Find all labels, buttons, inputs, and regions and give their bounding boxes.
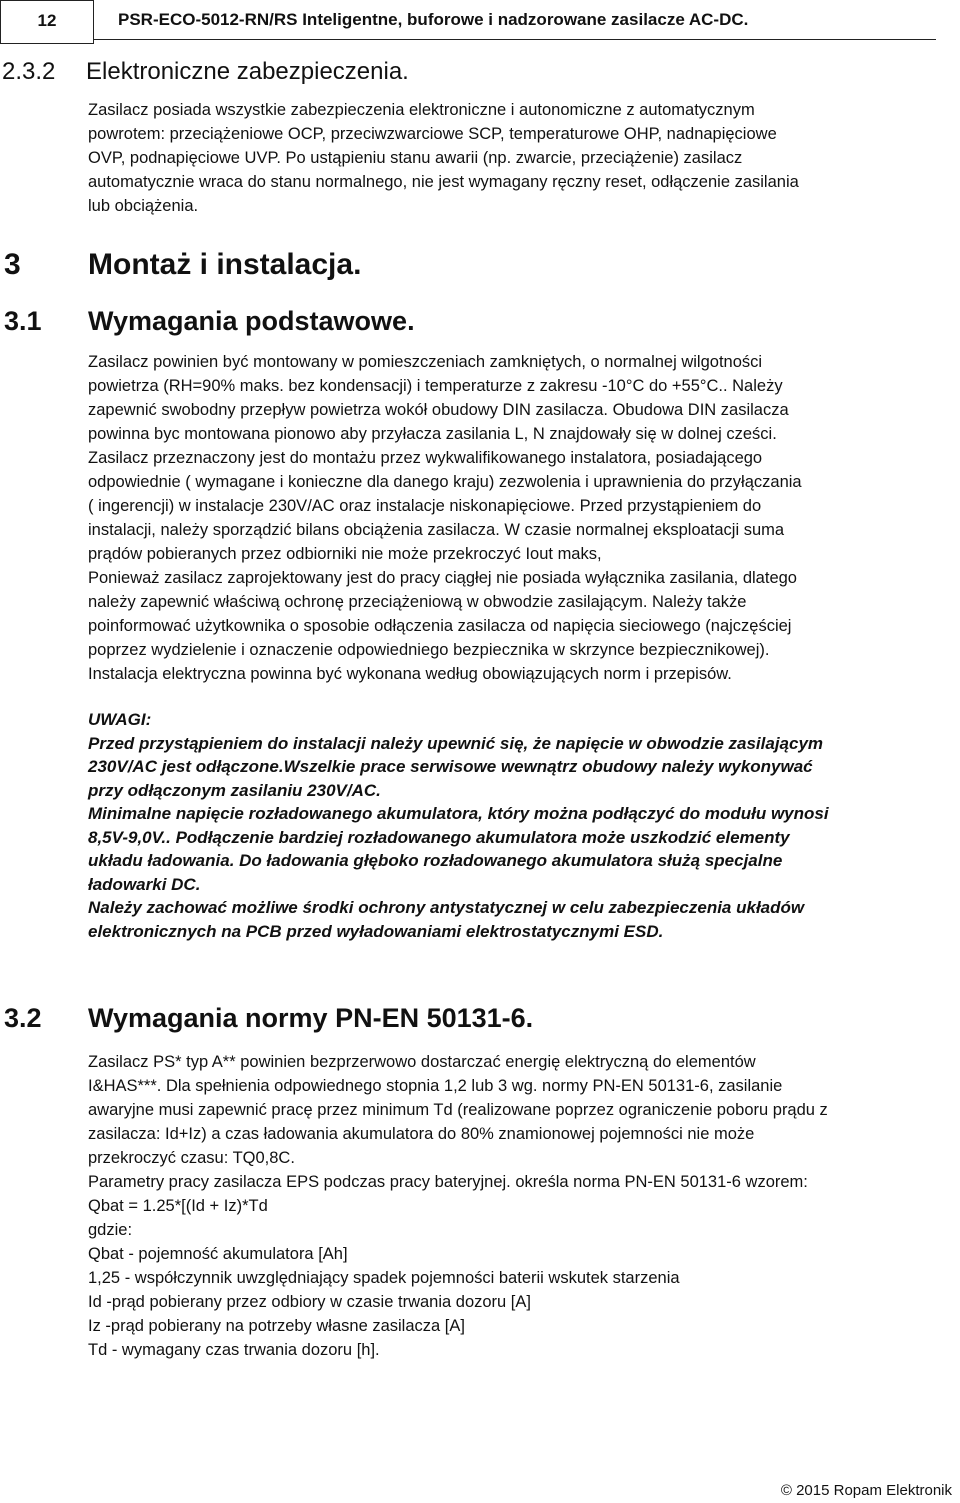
definition-line: Qbat - pojemność akumulatora [Ah]	[88, 1245, 348, 1263]
text-line: OVP, podnapięciowe UVP. Po ustąpieniu stanu awarii (np. zwarcie, przeciążenie) zasilacz	[88, 149, 743, 167]
text-line: powrotem: przeciążeniowe OCP, przeciwzwarciowe SCP, temperaturowe OHP, nadnapięciowe	[88, 125, 777, 143]
section-3-1-body	[88, 350, 948, 686]
warning-line: Należy zachować możliwe środki ochrony antystatycznej w celu zabezpieczenia układów	[88, 898, 805, 917]
warning-block	[88, 708, 948, 943]
text-line: powinna byc montowana pionowo aby przyłacza zasilania L, N znajdowały się w dolnej cześci.	[88, 425, 777, 443]
text-line: ( ingerencji) w instalacje 230V/AC oraz instalacje niskonapięciowe. Przed przystąpieniem do	[88, 497, 762, 515]
text-line: poprzez wydzielenie i oznaczenie odpowiedniego bezpiecznika w skrzynce bezpiecznikowej).	[88, 641, 770, 659]
text-line: zasilacza: Id+Iz) a czas ładowania akumulatora do 80% znamionowej pojemności nie może	[88, 1125, 755, 1143]
text-line: Instalacja elektryczna powinna być wykonana według obowiązujących norm i przepisów.	[88, 665, 732, 683]
text-line: awaryjne musi zapewnić pracę przez minimum Td (realizowane poprzez ograniczenie poboru prądu z	[88, 1101, 828, 1119]
section-3-2-heading	[4, 1003, 533, 1034]
warning-line: 230V/AC jest odłączone.Wszelkie prace serwisowe wewnątrz obudowy należy wykonywać	[88, 757, 813, 776]
definition-line: Td - wymagany czas trwania dozoru [h].	[88, 1341, 380, 1359]
section-2-3-2-body	[88, 98, 948, 218]
text-line: automatycznie wraca do stanu normalnego, nie jest wymagany ręczny reset, odłączenie zasilania	[88, 173, 799, 191]
section-3-2-body	[88, 1050, 948, 1362]
text-line: I&HAS***. Dla spełnienia odpowiednego stopnia 1,2 lub 3 wg. normy PN-EN 50131-6, zasilanie	[88, 1077, 783, 1095]
text-line: przekroczyć czasu: TQ0,8C.	[88, 1149, 295, 1167]
text-line: powietrza (RH=90% maks. bez kondensacji) i temperaturze z zakresu -10°C do +55°C.. Należy	[88, 377, 783, 395]
text-line: należy zapewnić właściwą ochronę przeciążeniową w obwodzie zasilającym. Należy także	[88, 593, 747, 611]
text-line: odpowiednie ( wymagane i konieczne dla danego kraju) zezwolenia i uprawnienia do przyłączania	[88, 473, 802, 491]
section-number: 2.3.2	[2, 58, 56, 85]
text-line: Zasilacz PS* typ A** powinien bezprzerwowo dostarczać energię elektryczną do elementów	[88, 1053, 756, 1071]
text-line: Zasilacz przeznaczony jest do montażu przez wykwalifikowanego instalatora, posiadającego	[88, 449, 763, 467]
document-title: PSR-ECO-5012-RN/RS Inteligentne, buforowe i nadzorowane zasilacze AC-DC.	[118, 10, 749, 29]
text-line: Ponieważ zasilacz zaprojektowany jest do pracy ciągłej nie posiada wyłącznika zasilania, dlatego	[88, 569, 797, 587]
section-number: 3	[4, 248, 21, 281]
section-2-3-2-heading	[2, 58, 409, 86]
warning-line: 8,5V-9,0V.. Podłączenie bardziej rozładowanego akumulatora może uszkodzić elementy	[88, 827, 790, 847]
section-title: Wymagania normy PN-EN 50131-6.	[88, 1003, 534, 1033]
section-title: Wymagania podstawowe.	[88, 306, 415, 336]
header-rule	[94, 39, 936, 40]
section-title: Elektroniczne zabezpieczenia.	[86, 58, 409, 85]
warning-line: ładowarki DC.	[88, 874, 201, 894]
warning-line: Przed przystąpieniem do instalacji należy upewnić się, że napięcie w obwodzie zasilającym	[88, 733, 824, 753]
page-number: 12	[0, 0, 94, 44]
text-line: gdzie:	[88, 1221, 133, 1239]
text-line: Zasilacz powinien być montowany w pomieszczeniach zamkniętych, o normalnej wilgotności	[88, 353, 763, 371]
warning-line: układu ładowania. Do ładowania głęboko rozładowanego akumulatora służą specjalne	[88, 851, 783, 870]
section-number: 3.1	[4, 306, 42, 336]
warning-line: Minimalne napięcie rozładowanego akumulatora, który można podłączyć do modułu wynosi	[88, 804, 829, 823]
definition-line: 1,25 - współczynnik uwzględniający spadek pojemności baterii wskutek starzenia	[88, 1269, 680, 1287]
text-line: Parametry pracy zasilacza EPS podczas pracy bateryjnej. określa norma PN-EN 50131-6 wzorem:	[88, 1173, 808, 1191]
footer-copyright: © 2015 Ropam Elektronik	[780, 1482, 952, 1499]
formula: Qbat = 1.25*[(Id + Iz)*Td	[88, 1197, 268, 1215]
text-line: zapewnić swobodny przepływ powietrza wokół obudowy DIN zasilacza. Obudowa DIN zasilacza	[88, 401, 789, 419]
warning-heading: UWAGI:	[88, 710, 152, 729]
text-line: lub obciążenia.	[88, 197, 199, 215]
warning-line: przy odłączonym zasilaniu 230V/AC.	[88, 780, 381, 800]
text-line: Zasilacz posiada wszystkie zabezpieczenia elektroniczne i autonomiczne z automatycznym	[88, 101, 755, 119]
warning-line: elektronicznych na PCB przed wyładowaniami elektrostatycznymi ESD.	[88, 921, 664, 941]
definition-line: Iz -prąd pobierany na potrzeby własne zasilacza [A]	[88, 1317, 465, 1335]
section-3-heading	[4, 248, 361, 282]
text-line: prądów pobieranych przez odbiorniki nie może przekroczyć Iout maks,	[88, 545, 602, 563]
section-3-1-heading	[4, 306, 415, 337]
section-title: Montaż i instalacja.	[88, 248, 362, 281]
text-line: poinformować użytkownika o sposobie odłączenia zasilacza od napięcia sieciowego (najczęściej	[88, 617, 792, 635]
page-header	[0, 0, 940, 44]
section-number: 3.2	[4, 1003, 42, 1033]
definition-line: Id -prąd pobierany przez odbiory w czasie trwania dozoru [A]	[88, 1293, 531, 1311]
text-line: instalacji, należy sporządzić bilans obciążenia zasilacza. W czasie normalnej eksploatacji suma	[88, 521, 785, 539]
